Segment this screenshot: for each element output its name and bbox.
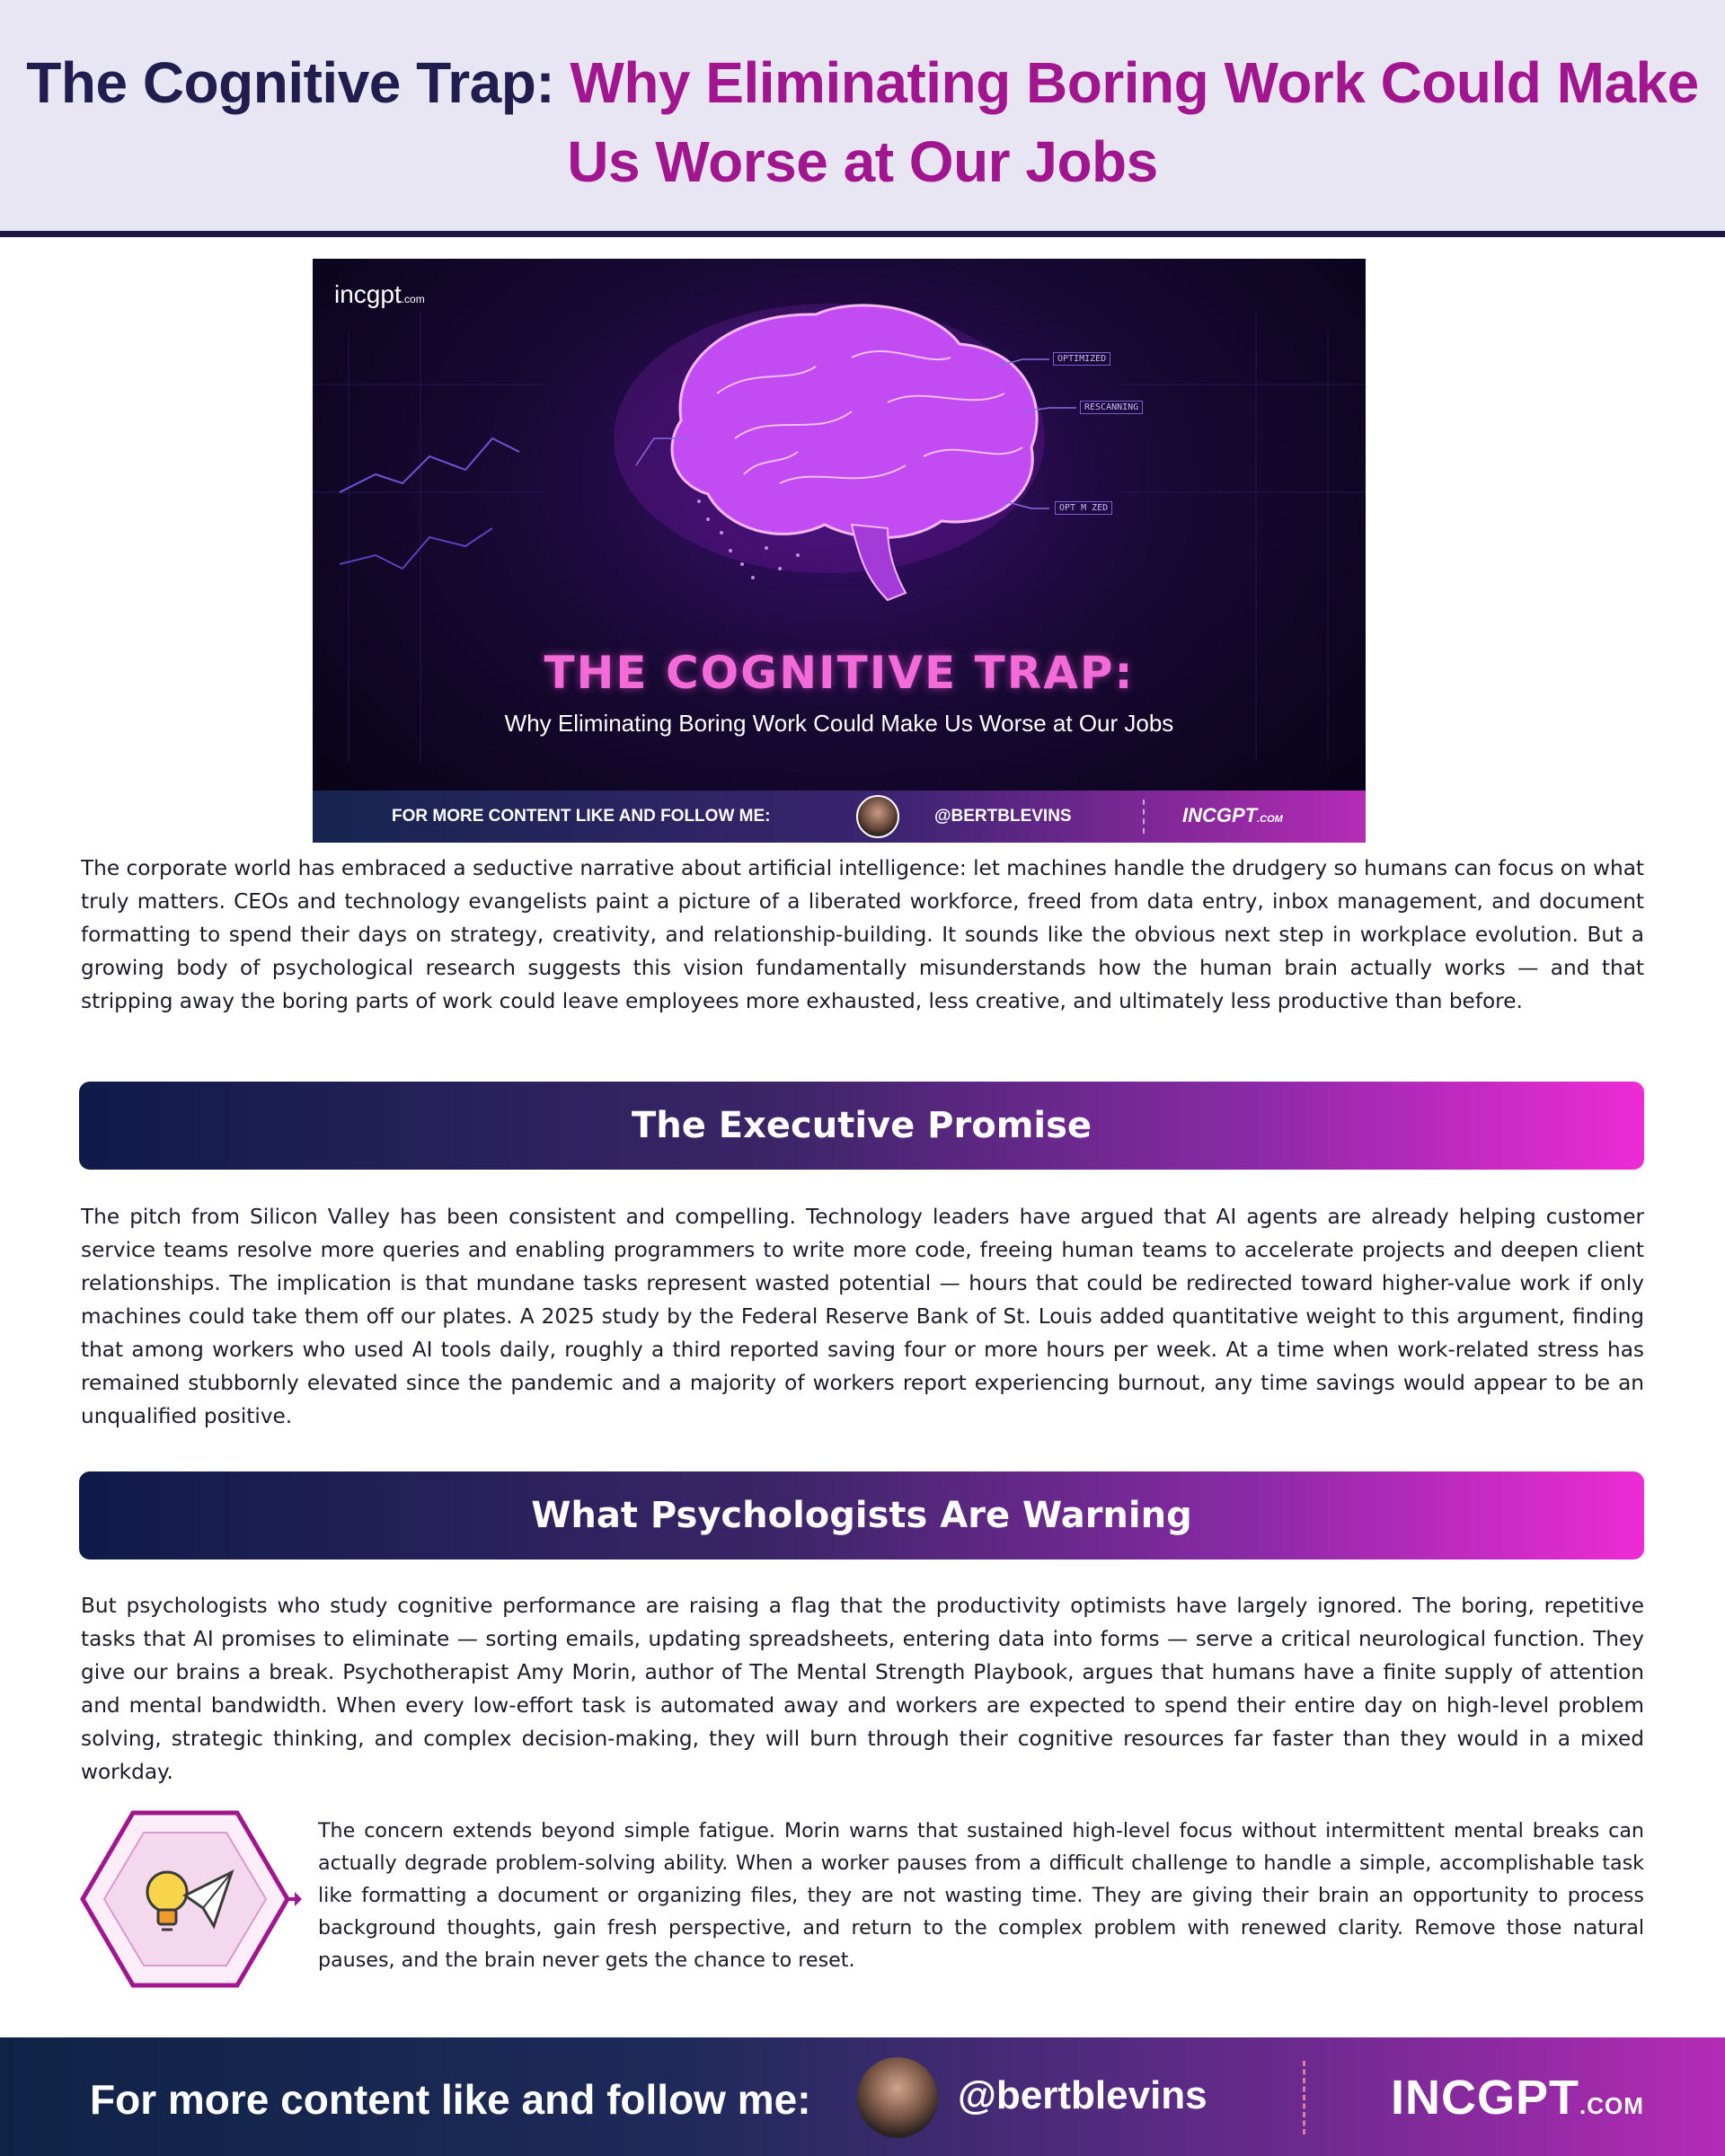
section-body-psychologists-warning: But psychologists who study cognitive performance are raising a flag that the productivity optimists have largely ignored. The boring, repetitive tasks that AI promises to eliminate — sorting emails, updating spreadsheets, entering data into forms — serve a critical neurological function. They give our brains a break. Psychotherapist Amy Morin, author of The Mental Strength Playbook, argues that humans have a finite supply of attention and mental bandwidth. When every low-effort task is automated away and workers are expected to spend their entire day on high-level problem solving, strategic thinking, and complex decision-making, they will burn through their cognitive resources far faster than they would in a mixed workday. [81, 1594, 1644, 1784]
hero-logo-text: incgpt [334, 280, 402, 308]
callout-paragraph: The concern extends beyond simple fatigue. Morin warns that sustained high-level focus without intermittent mental breaks can actually degrade problem-solving ability. When a worker pauses from a difficult challenge to handle a simple, accomplishable task like formatting a document or organizing files, they are not wasting time. They are giving their brain an opportunity to process background thoughts, gain fresh perspective, and return to the complex problem with renewed clarity. Remove those natural pauses, and the brain never gets the chance to reset. [318, 1819, 1644, 1972]
page-header [0, 0, 1725, 237]
page-footer [0, 2037, 1725, 2156]
title-part-dark: The Cognitive Trap: [26, 50, 571, 115]
hero-logo [334, 280, 425, 309]
hero-strip-brand[interactable] [1182, 804, 1283, 827]
page-title [0, 0, 1725, 201]
hero-tag-rescanning: RESCANNING [1080, 401, 1143, 414]
avatar [857, 2057, 938, 2138]
hero-tag-optimized: OPTIMIZED [1053, 352, 1110, 366]
hero-strip-handle[interactable]: @BERTBLEVINS [934, 807, 1072, 826]
section-heading-executive-promise: The Executive Promise [79, 1082, 1644, 1170]
hero-logo-suffix: .com [401, 293, 425, 305]
footer-divider [1303, 2061, 1305, 2134]
footer-brand-text: INCGPT [1391, 2071, 1580, 2125]
intro-paragraph: The corporate world has embraced a seductive narrative about artificial intelligence: let machines handle the drudgery so humans can focus on what truly matters. CEOs and technology evangelists paint a picture of a liberated workforce, freed from data entry, inbox management, and document formatting to spend their days on strategy, creativity, and relationship-building. It sounds like the obvious next step in workplace evolution. But a growing body of psychological research suggests this vision fundamentally misunderstands how the human brain actually works — and that stripping away the boring parts of work could leave employees more exhausted, less creative, and ultimately less productive than before. [81, 856, 1644, 1013]
hero-strip-cta: FOR MORE CONTENT LIKE AND FOLLOW ME: [392, 807, 771, 826]
hero-strip-avatar [856, 795, 899, 838]
section-body-executive-promise: The pitch from Silicon Valley has been consistent and compelling. Technology leaders have argued that AI agents are already helping customer service teams resolve more queries and enabling programmers to write more code, freeing human teams to accelerate projects and deepen client relationships. The implication is that mundane tasks represent wasted potential — hours that could be redirected toward higher-value work if only machines could take them off our plates. A 2025 study by the Federal Reserve Bank of St. Louis added quantitative weight to this argument, finding that among workers who used AI tools daily, roughly a third reported saving four or more hours per week. At a time when work-related stress has remained stubbornly elevated since the pandemic and a majority of workers report experiencing burnout, any time savings would appear to be an unqualified positive. [81, 1205, 1644, 1428]
footer-cta: For more content like and follow me: [90, 2076, 811, 2123]
footer-brand-suffix: .COM [1579, 2092, 1644, 2119]
hero-subtitle: Why Eliminating Boring Work Could Make Us Worse at Our Jobs [504, 710, 1174, 737]
footer-handle[interactable]: @bertblevins [958, 2073, 1208, 2117]
hero-strip-brand-suffix: .COM [1257, 814, 1283, 825]
hero-image [313, 259, 1366, 843]
section-heading-psychologists-warning: What Psychologists Are Warning [79, 1471, 1644, 1560]
footer-brand[interactable] [1391, 2070, 1644, 2125]
brain-illustration [313, 259, 1366, 843]
hero-follow-strip [313, 791, 1366, 843]
hero-tag-optimized-2: OPT M ZED [1055, 501, 1112, 515]
hero-strip-divider [1143, 800, 1145, 834]
lightbulb-paper-plane-icon [79, 1809, 302, 1989]
hero-title: THE COGNITIVE TRAP: [544, 647, 1135, 699]
hero-strip-brand-text: INCGPT [1182, 804, 1258, 826]
title-part-accent: Why Eliminating Boring Work Could Make Us Worse at Our Jobs [567, 50, 1699, 194]
